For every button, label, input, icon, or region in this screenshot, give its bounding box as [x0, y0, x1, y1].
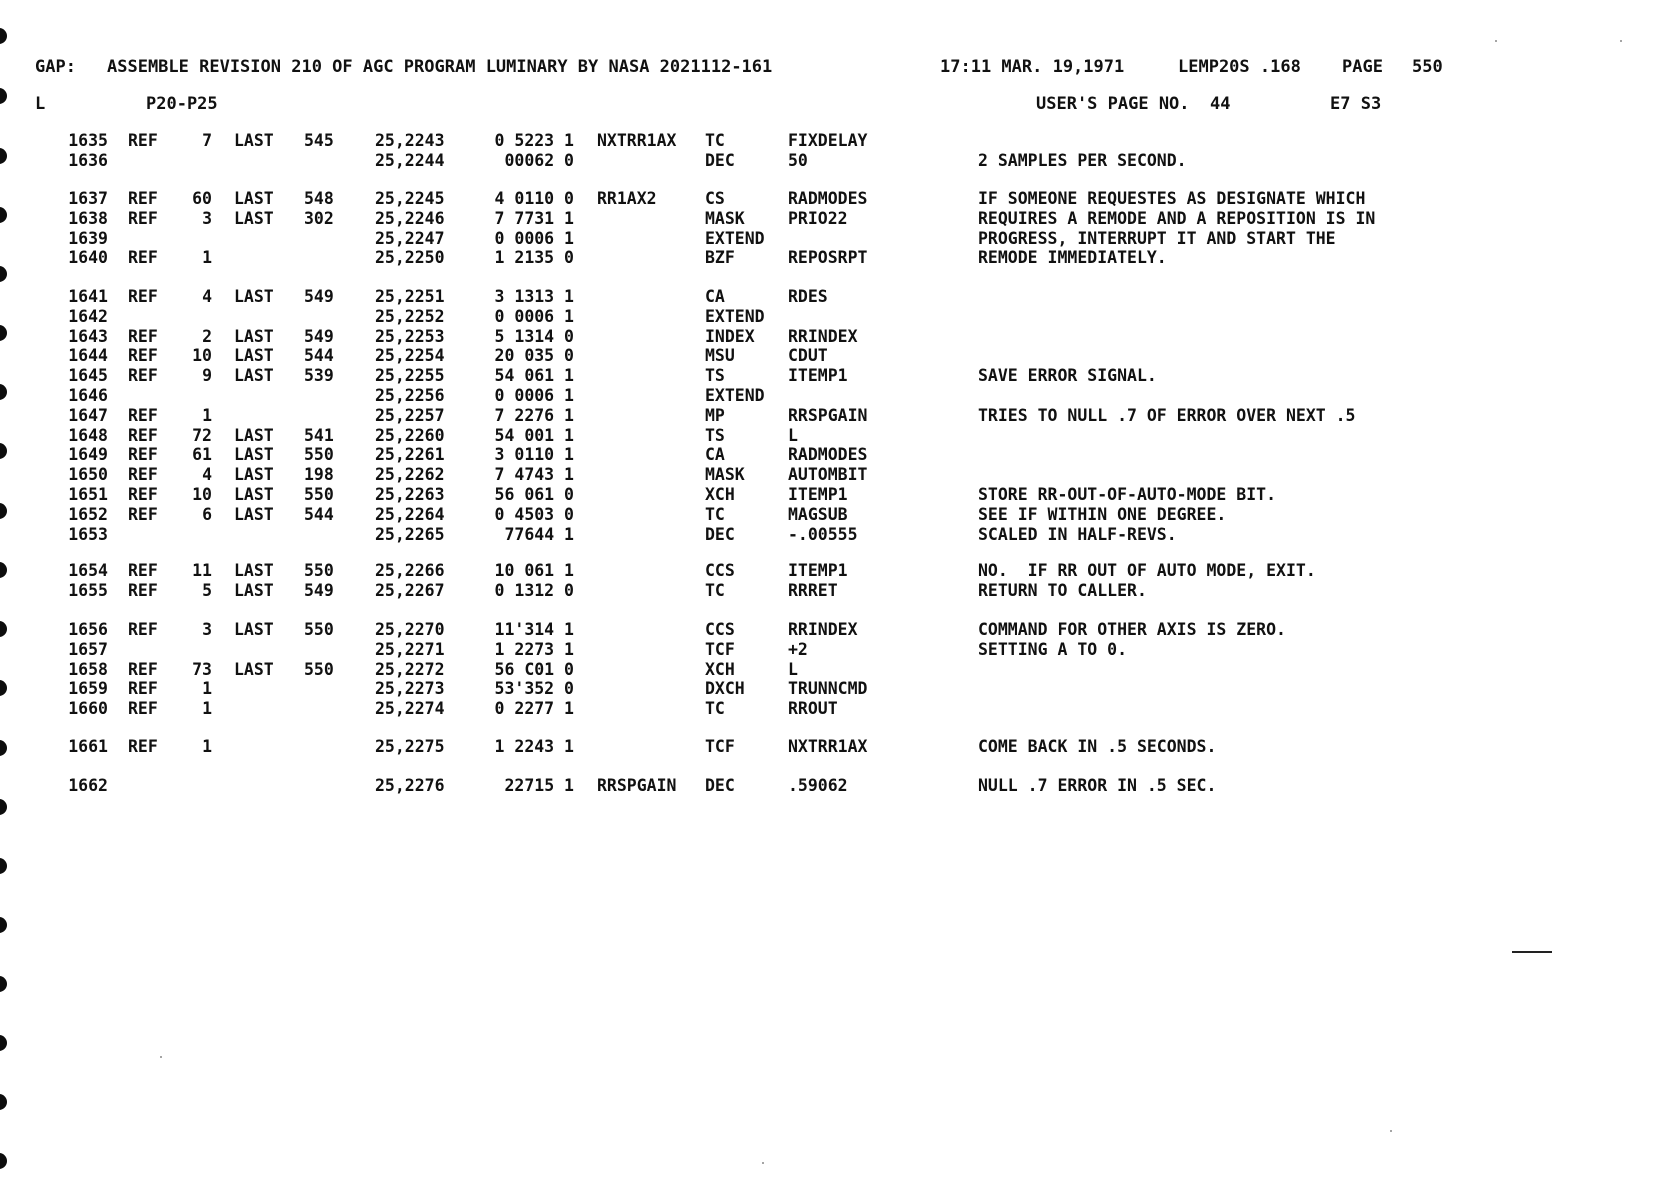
line-number: 1646: [68, 386, 108, 405]
last-page: 548: [304, 189, 334, 208]
opcode: DEC: [705, 150, 735, 170]
ref-count: 73: [192, 659, 212, 679]
last-keyword: LAST: [234, 561, 274, 580]
listing-row: [0, 208, 1660, 230]
ref-count: 1: [202, 248, 212, 268]
ref-count: 10: [192, 346, 212, 366]
ref-keyword: REF: [128, 208, 158, 228]
opcode: DEC: [705, 524, 735, 544]
lemp-id: LEMP20S .168: [1178, 57, 1301, 77]
feed-hole: [0, 799, 7, 815]
line-number: 1642: [68, 306, 108, 326]
comment: STORE RR-OUT-OF-AUTO-MODE BIT.: [978, 485, 1277, 504]
line-number: 1654: [68, 561, 108, 580]
comment: NULL .7 ERROR IN .5 SEC.: [978, 776, 1217, 795]
line-number: 1662: [68, 776, 108, 795]
ref-keyword: REF: [128, 679, 158, 699]
last-keyword: LAST: [234, 425, 274, 445]
opcode: EXTEND: [705, 228, 765, 248]
opcode: MASK: [705, 465, 745, 485]
comment: IF SOMEONE REQUESTES AS DESIGNATE WHICH: [978, 189, 1366, 208]
last-keyword: LAST: [234, 326, 274, 346]
ref-count: 61: [192, 445, 212, 465]
operand: NXTRR1AX: [788, 737, 868, 756]
line-number: 1638: [68, 208, 108, 228]
operand: RRSPGAIN: [788, 405, 868, 425]
ref-count: 1: [202, 405, 212, 425]
line-number: 1659: [68, 679, 108, 699]
ref-keyword: REF: [128, 248, 158, 268]
comment: REQUIRES A REMODE AND A REPOSITION IS IN: [978, 208, 1376, 228]
memory-address: 25,2253: [375, 326, 445, 346]
ref-count: 4: [202, 465, 212, 485]
users-page: USER'S PAGE NO. 44: [1036, 94, 1231, 114]
page-number: 550: [1412, 57, 1443, 77]
line-number: 1640: [68, 248, 108, 268]
opcode: CCS: [705, 620, 735, 639]
ref-count: 1: [202, 737, 212, 756]
listing-row: [0, 580, 1660, 602]
last-page: 550: [304, 659, 334, 679]
comment: TRIES TO NULL .7 OF ERROR OVER NEXT .5: [978, 405, 1356, 425]
ref-count: 1: [202, 699, 212, 719]
ref-count: 7: [202, 131, 212, 150]
line-number: 1656: [68, 620, 108, 639]
octal-word: 77644 1: [504, 524, 574, 544]
line-number: 1635: [68, 131, 108, 150]
operand: AUTOMBIT: [788, 465, 868, 485]
octal-word: 7 4743 1: [494, 465, 574, 485]
octal-word: 3 0110 1: [494, 445, 574, 465]
octal-word: 7 2276 1: [494, 405, 574, 425]
line-number: 1661: [68, 737, 108, 756]
comment: SETTING A TO 0.: [978, 639, 1128, 659]
feed-hole: [0, 1035, 7, 1051]
octal-word: 0 2277 1: [494, 699, 574, 719]
opcode: CA: [705, 445, 725, 465]
last-keyword: LAST: [234, 504, 274, 524]
comment: COME BACK IN .5 SECONDS.: [978, 737, 1217, 756]
octal-word: 11'314 1: [494, 620, 574, 639]
octal-word: 54 061 1: [494, 366, 574, 386]
listing-row: [0, 504, 1660, 526]
operand: 50: [788, 150, 808, 170]
last-keyword: LAST: [234, 580, 274, 600]
last-keyword: LAST: [234, 620, 274, 639]
ref-count: 60: [192, 189, 212, 208]
feed-hole: [0, 1094, 7, 1110]
octal-word: 0 0006 1: [494, 306, 574, 326]
memory-address: 25,2245: [375, 189, 445, 208]
listing-row: [0, 286, 1660, 308]
opcode: MASK: [705, 208, 745, 228]
last-page: 550: [304, 445, 334, 465]
operand: -.00555: [788, 524, 858, 544]
octal-word: 3 1313 1: [494, 287, 574, 306]
octal-word: 1 2273 1: [494, 639, 574, 659]
feed-hole: [0, 28, 7, 44]
octal-word: 00062 0: [504, 150, 574, 170]
memory-address: 25,2254: [375, 346, 445, 366]
line-number: 1644: [68, 346, 108, 366]
last-page: 550: [304, 620, 334, 639]
ref-keyword: REF: [128, 580, 158, 600]
ref-keyword: REF: [128, 445, 158, 465]
operand: FIXDELAY: [788, 131, 868, 150]
ref-keyword: REF: [128, 366, 158, 386]
listing-row: [0, 560, 1660, 582]
last-page: 198: [304, 465, 334, 485]
ref-keyword: REF: [128, 287, 158, 306]
operand: L: [788, 425, 798, 445]
page-subheader: [0, 93, 1660, 115]
listing-row: [0, 464, 1660, 486]
ref-count: 2: [202, 326, 212, 346]
stray-mark: [1512, 951, 1552, 953]
line-number: 1637: [68, 189, 108, 208]
ref-keyword: REF: [128, 561, 158, 580]
operand: TRUNNCMD: [788, 679, 868, 699]
opcode: TS: [705, 366, 725, 386]
line-number: 1658: [68, 659, 108, 679]
memory-address: 25,2266: [375, 561, 445, 580]
last-page: 550: [304, 561, 334, 580]
last-page: 549: [304, 287, 334, 306]
opcode: CS: [705, 189, 725, 208]
line-number: 1645: [68, 366, 108, 386]
octal-word: 0 5223 1: [494, 131, 574, 150]
listing-row: [0, 639, 1660, 661]
last-keyword: LAST: [234, 287, 274, 306]
comment: PROGRESS, INTERRUPT IT AND START THE: [978, 228, 1336, 248]
listing-row: [0, 150, 1660, 172]
ref-keyword: REF: [128, 131, 158, 150]
octal-word: 53'352 0: [494, 679, 574, 699]
print-timestamp: 17:11 MAR. 19,1971: [940, 57, 1125, 77]
operand: RADMODES: [788, 445, 868, 465]
memory-address: 25,2251: [375, 287, 445, 306]
last-page: 544: [304, 346, 334, 366]
ref-count: 72: [192, 425, 212, 445]
line-number: 1653: [68, 524, 108, 544]
memory-address: 25,2262: [375, 465, 445, 485]
operand: +2: [788, 639, 808, 659]
comment: 2 SAMPLES PER SECOND.: [978, 150, 1187, 170]
last-keyword: LAST: [234, 659, 274, 679]
operand: RDES: [788, 287, 828, 306]
ref-count: 6: [202, 504, 212, 524]
opcode: TC: [705, 580, 725, 600]
last-page: 549: [304, 580, 334, 600]
octal-word: 0 1312 0: [494, 580, 574, 600]
last-keyword: LAST: [234, 445, 274, 465]
memory-address: 25,2276: [375, 776, 445, 795]
opcode: TCF: [705, 737, 735, 756]
line-number: 1655: [68, 580, 108, 600]
ref-count: 5: [202, 580, 212, 600]
ref-keyword: REF: [128, 405, 158, 425]
listing-row: [0, 385, 1660, 407]
listing-row: [0, 444, 1660, 466]
last-page: 544: [304, 504, 334, 524]
last-page: 550: [304, 485, 334, 504]
operand: CDUT: [788, 346, 828, 366]
ref-count: 11: [192, 561, 212, 580]
ref-keyword: REF: [128, 465, 158, 485]
memory-address: 25,2255: [375, 366, 445, 386]
operand: PRIO22: [788, 208, 848, 228]
line-number: 1651: [68, 485, 108, 504]
listing-row: [0, 659, 1660, 681]
listing-row: [0, 678, 1660, 700]
page-header: [0, 56, 1660, 78]
ref-count: 3: [202, 620, 212, 639]
octal-word: 56 061 0: [494, 485, 574, 504]
paper-speck: [1390, 1130, 1392, 1132]
line-number: 1639: [68, 228, 108, 248]
feed-hole: [0, 1153, 7, 1169]
listing-row: [0, 484, 1660, 506]
gap-label: GAP:: [35, 57, 76, 77]
octal-word: 4 0110 0: [494, 189, 574, 208]
opcode: MSU: [705, 346, 735, 366]
octal-word: 56 C01 0: [494, 659, 574, 679]
last-page: 541: [304, 425, 334, 445]
line-number: 1657: [68, 639, 108, 659]
listing-row: [0, 736, 1660, 758]
last-keyword: LAST: [234, 366, 274, 386]
comment: NO. IF RR OUT OF AUTO MODE, EXIT.: [978, 561, 1316, 580]
opcode: DXCH: [705, 679, 745, 699]
listing-row: [0, 188, 1660, 210]
octal-word: 1 2243 1: [494, 737, 574, 756]
listing-type: L: [35, 94, 46, 114]
operand: RRINDEX: [788, 326, 858, 346]
memory-address: 25,2261: [375, 445, 445, 465]
listing-row: [0, 345, 1660, 367]
memory-address: 25,2274: [375, 699, 445, 719]
operand: REPOSRPT: [788, 248, 868, 268]
operand: RADMODES: [788, 189, 868, 208]
listing-row: [0, 524, 1660, 546]
line-number: 1650: [68, 465, 108, 485]
ref-count: 10: [192, 485, 212, 504]
last-page: 549: [304, 326, 334, 346]
comment: SAVE ERROR SIGNAL.: [978, 366, 1157, 386]
line-number: 1652: [68, 504, 108, 524]
opcode: CA: [705, 287, 725, 306]
octal-word: 5 1314 0: [494, 326, 574, 346]
page-code: E7 S3: [1330, 94, 1382, 114]
opcode: BZF: [705, 248, 735, 268]
listing-row: [0, 775, 1660, 797]
operand: L: [788, 659, 798, 679]
octal-word: 1 2135 0: [494, 248, 574, 268]
memory-address: 25,2260: [375, 425, 445, 445]
operand: .59062: [788, 776, 848, 795]
ref-count: 1: [202, 679, 212, 699]
line-number: 1647: [68, 405, 108, 425]
comment: SEE IF WITHIN ONE DEGREE.: [978, 504, 1227, 524]
memory-address: 25,2275: [375, 737, 445, 756]
opcode: EXTEND: [705, 306, 765, 326]
last-page: 545: [304, 131, 334, 150]
opcode: TC: [705, 699, 725, 719]
listing-row: [0, 365, 1660, 387]
octal-word: 22715 1: [504, 776, 574, 795]
last-keyword: LAST: [234, 208, 274, 228]
opcode: TC: [705, 131, 725, 150]
last-keyword: LAST: [234, 346, 274, 366]
last-page: 302: [304, 208, 334, 228]
memory-address: 25,2244: [375, 150, 445, 170]
listing-row: [0, 698, 1660, 720]
opcode: XCH: [705, 485, 735, 504]
line-number: 1636: [68, 150, 108, 170]
operand: ITEMP1: [788, 366, 848, 386]
ref-count: 4: [202, 287, 212, 306]
opcode: DEC: [705, 776, 735, 795]
feed-hole: [0, 976, 7, 992]
ref-keyword: REF: [128, 699, 158, 719]
memory-address: 25,2265: [375, 524, 445, 544]
last-keyword: LAST: [234, 131, 274, 150]
octal-word: 0 4503 0: [494, 504, 574, 524]
opcode: CCS: [705, 561, 735, 580]
line-number: 1643: [68, 326, 108, 346]
memory-address: 25,2273: [375, 679, 445, 699]
last-keyword: LAST: [234, 189, 274, 208]
listing-row: [0, 306, 1660, 328]
operand: ITEMP1: [788, 485, 848, 504]
opcode: MP: [705, 405, 725, 425]
memory-address: 25,2256: [375, 386, 445, 405]
listing-row: [0, 425, 1660, 447]
last-page: 539: [304, 366, 334, 386]
opcode: INDEX: [705, 326, 755, 346]
memory-address: 25,2272: [375, 659, 445, 679]
last-keyword: LAST: [234, 485, 274, 504]
octal-word: 0 0006 1: [494, 386, 574, 405]
octal-word: 7 7731 1: [494, 208, 574, 228]
opcode: EXTEND: [705, 386, 765, 405]
opcode: TCF: [705, 639, 735, 659]
ref-keyword: REF: [128, 326, 158, 346]
operand: RRINDEX: [788, 620, 858, 639]
ref-count: 3: [202, 208, 212, 228]
memory-address: 25,2247: [375, 228, 445, 248]
comment: SCALED IN HALF-REVS.: [978, 524, 1177, 544]
page-label: PAGE: [1342, 57, 1383, 77]
section-name: P20-P25: [146, 94, 218, 114]
memory-address: 25,2263: [375, 485, 445, 504]
listing-row: [0, 130, 1660, 152]
feed-hole: [0, 858, 7, 874]
ref-keyword: REF: [128, 659, 158, 679]
memory-address: 25,2264: [375, 504, 445, 524]
paper-speck: [1620, 40, 1622, 42]
listing-row: [0, 619, 1660, 641]
listing-row: [0, 326, 1660, 348]
last-keyword: LAST: [234, 465, 274, 485]
octal-word: 0 0006 1: [494, 228, 574, 248]
octal-word: 54 001 1: [494, 425, 574, 445]
ref-keyword: REF: [128, 346, 158, 366]
line-number: 1641: [68, 287, 108, 306]
ref-keyword: REF: [128, 620, 158, 639]
memory-address: 25,2267: [375, 580, 445, 600]
symbol-label: RR1AX2: [597, 189, 657, 208]
ref-count: 9: [202, 366, 212, 386]
memory-address: 25,2257: [375, 405, 445, 425]
memory-address: 25,2243: [375, 131, 445, 150]
memory-address: 25,2252: [375, 306, 445, 326]
comment: COMMAND FOR OTHER AXIS IS ZERO.: [978, 620, 1286, 639]
opcode: XCH: [705, 659, 735, 679]
memory-address: 25,2246: [375, 208, 445, 228]
ref-keyword: REF: [128, 189, 158, 208]
feed-hole: [0, 917, 7, 933]
opcode: TC: [705, 504, 725, 524]
operand: MAGSUB: [788, 504, 848, 524]
line-number: 1648: [68, 425, 108, 445]
memory-address: 25,2271: [375, 639, 445, 659]
octal-word: 20 035 0: [494, 346, 574, 366]
listing-row: [0, 247, 1660, 269]
symbol-label: NXTRR1AX: [597, 131, 677, 150]
ref-keyword: REF: [128, 504, 158, 524]
listing-row: [0, 405, 1660, 427]
line-number: 1649: [68, 445, 108, 465]
symbol-label: RRSPGAIN: [597, 776, 677, 795]
memory-address: 25,2250: [375, 248, 445, 268]
ref-keyword: REF: [128, 425, 158, 445]
line-number: 1660: [68, 699, 108, 719]
assembly-title: ASSEMBLE REVISION 210 OF AGC PROGRAM LUMINARY BY NASA 2021112-161: [107, 57, 773, 77]
paper-speck: [762, 1162, 764, 1164]
operand: ITEMP1: [788, 561, 848, 580]
paper-speck: [1495, 40, 1497, 42]
operand: RROUT: [788, 699, 838, 719]
listing-row: [0, 228, 1660, 250]
opcode: TS: [705, 425, 725, 445]
octal-word: 10 061 1: [494, 561, 574, 580]
ref-keyword: REF: [128, 737, 158, 756]
memory-address: 25,2270: [375, 620, 445, 639]
paper-speck: [160, 1056, 162, 1058]
ref-keyword: REF: [128, 485, 158, 504]
operand: RRRET: [788, 580, 838, 600]
comment: RETURN TO CALLER.: [978, 580, 1147, 600]
comment: REMODE IMMEDIATELY.: [978, 248, 1167, 268]
